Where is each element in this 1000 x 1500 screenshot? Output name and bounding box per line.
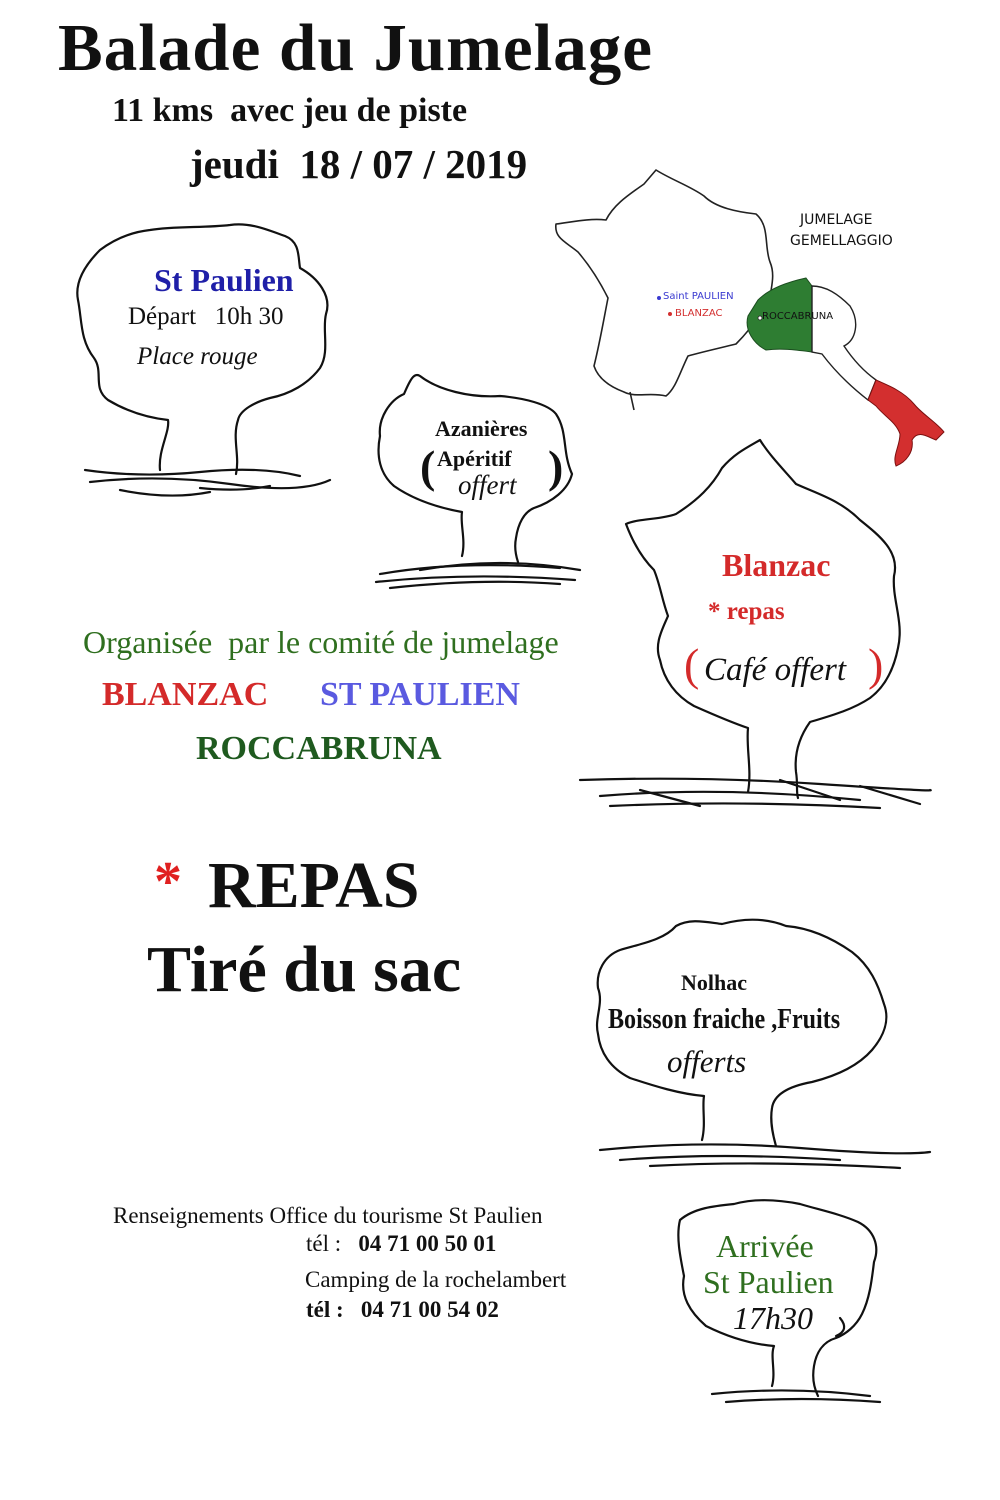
italy-red-icon: [868, 380, 944, 466]
arrivee-time: 17h30: [733, 1300, 813, 1336]
map-label-gemellaggio: GEMELLAGGIO: [790, 233, 893, 249]
tel-2-label: tél :: [306, 1297, 344, 1322]
map-city-blanzac: BLANZAC: [675, 308, 723, 319]
map-city-roccabruna: ROCCABRUNA: [762, 311, 834, 322]
stop-azanieres-open-paren: (: [420, 441, 436, 492]
map-label-jumelage: JUMELAGE: [800, 212, 873, 228]
depart-label: Départ: [128, 303, 197, 330]
event-date: jeudi 18 / 07 / 2019: [190, 141, 528, 187]
italy-white-icon: [812, 286, 876, 400]
stop-blanzac-name: Blanzac: [722, 547, 831, 583]
organiser-roccabruna: ROCCABRUNA: [196, 730, 442, 767]
meal-title: REPAS: [208, 849, 420, 922]
contact-tel-1: [306, 1231, 496, 1257]
stop-st-paulien-depart: [128, 303, 284, 331]
france-map-icon: [556, 170, 773, 396]
map-city-st-paulien: Saint PAULIEN: [663, 291, 734, 302]
stop-blanzac-note: Café offert: [704, 652, 847, 688]
depart-time: 10h 30: [214, 303, 284, 330]
contact-intro: Renseignements Office du tourisme St Paulien: [113, 1203, 543, 1228]
stop-azanieres-close-paren: ): [548, 441, 564, 492]
stop-nolhac-note-2: offerts: [667, 1044, 747, 1079]
contact-tel-2: [306, 1297, 499, 1323]
meal-subtitle: Tiré du sac: [147, 933, 462, 1006]
stop-nolhac-name: Nolhac: [681, 970, 747, 995]
organiser-st-paulien: ST PAULIEN: [320, 676, 520, 713]
stop-blanzac-meal: * repas: [708, 598, 785, 625]
arrivee-label: Arrivée: [716, 1228, 814, 1264]
organisers-intro: Organisée par le comité de jumelage: [83, 624, 559, 660]
map-dot-blanzac-icon: [668, 312, 672, 316]
arrivee-place: St Paulien: [703, 1264, 834, 1300]
organiser-blanzac: BLANZAC: [102, 676, 269, 713]
stop-blanzac-close-paren: ): [868, 639, 884, 690]
tel-2-number[interactable]: 04 71 00 54 02: [360, 1297, 499, 1322]
stop-azanieres-note-1: Apéritif: [437, 446, 512, 471]
map-dot-st-paulien-icon: [657, 296, 661, 300]
tel-1-label: tél :: [306, 1231, 342, 1256]
stop-st-paulien-place: Place rouge: [137, 343, 258, 370]
poster-subtitle: 11 kms avec jeu de piste: [112, 92, 468, 129]
stop-blanzac-open-paren: (: [684, 639, 700, 690]
tel-1-number[interactable]: 04 71 00 50 01: [358, 1231, 497, 1256]
stop-azanieres-note-2: offert: [458, 470, 517, 500]
poster-title: Balade du Jumelage: [58, 11, 653, 85]
stop-azanieres-name: Azanières: [435, 416, 528, 441]
stop-nolhac-note-1: Boisson fraiche ,Fruits: [608, 1004, 841, 1035]
stop-st-paulien-name: St Paulien: [154, 262, 294, 298]
contact-camping: Camping de la rochelambert: [305, 1267, 567, 1292]
meal-asterisk: *: [154, 851, 182, 913]
